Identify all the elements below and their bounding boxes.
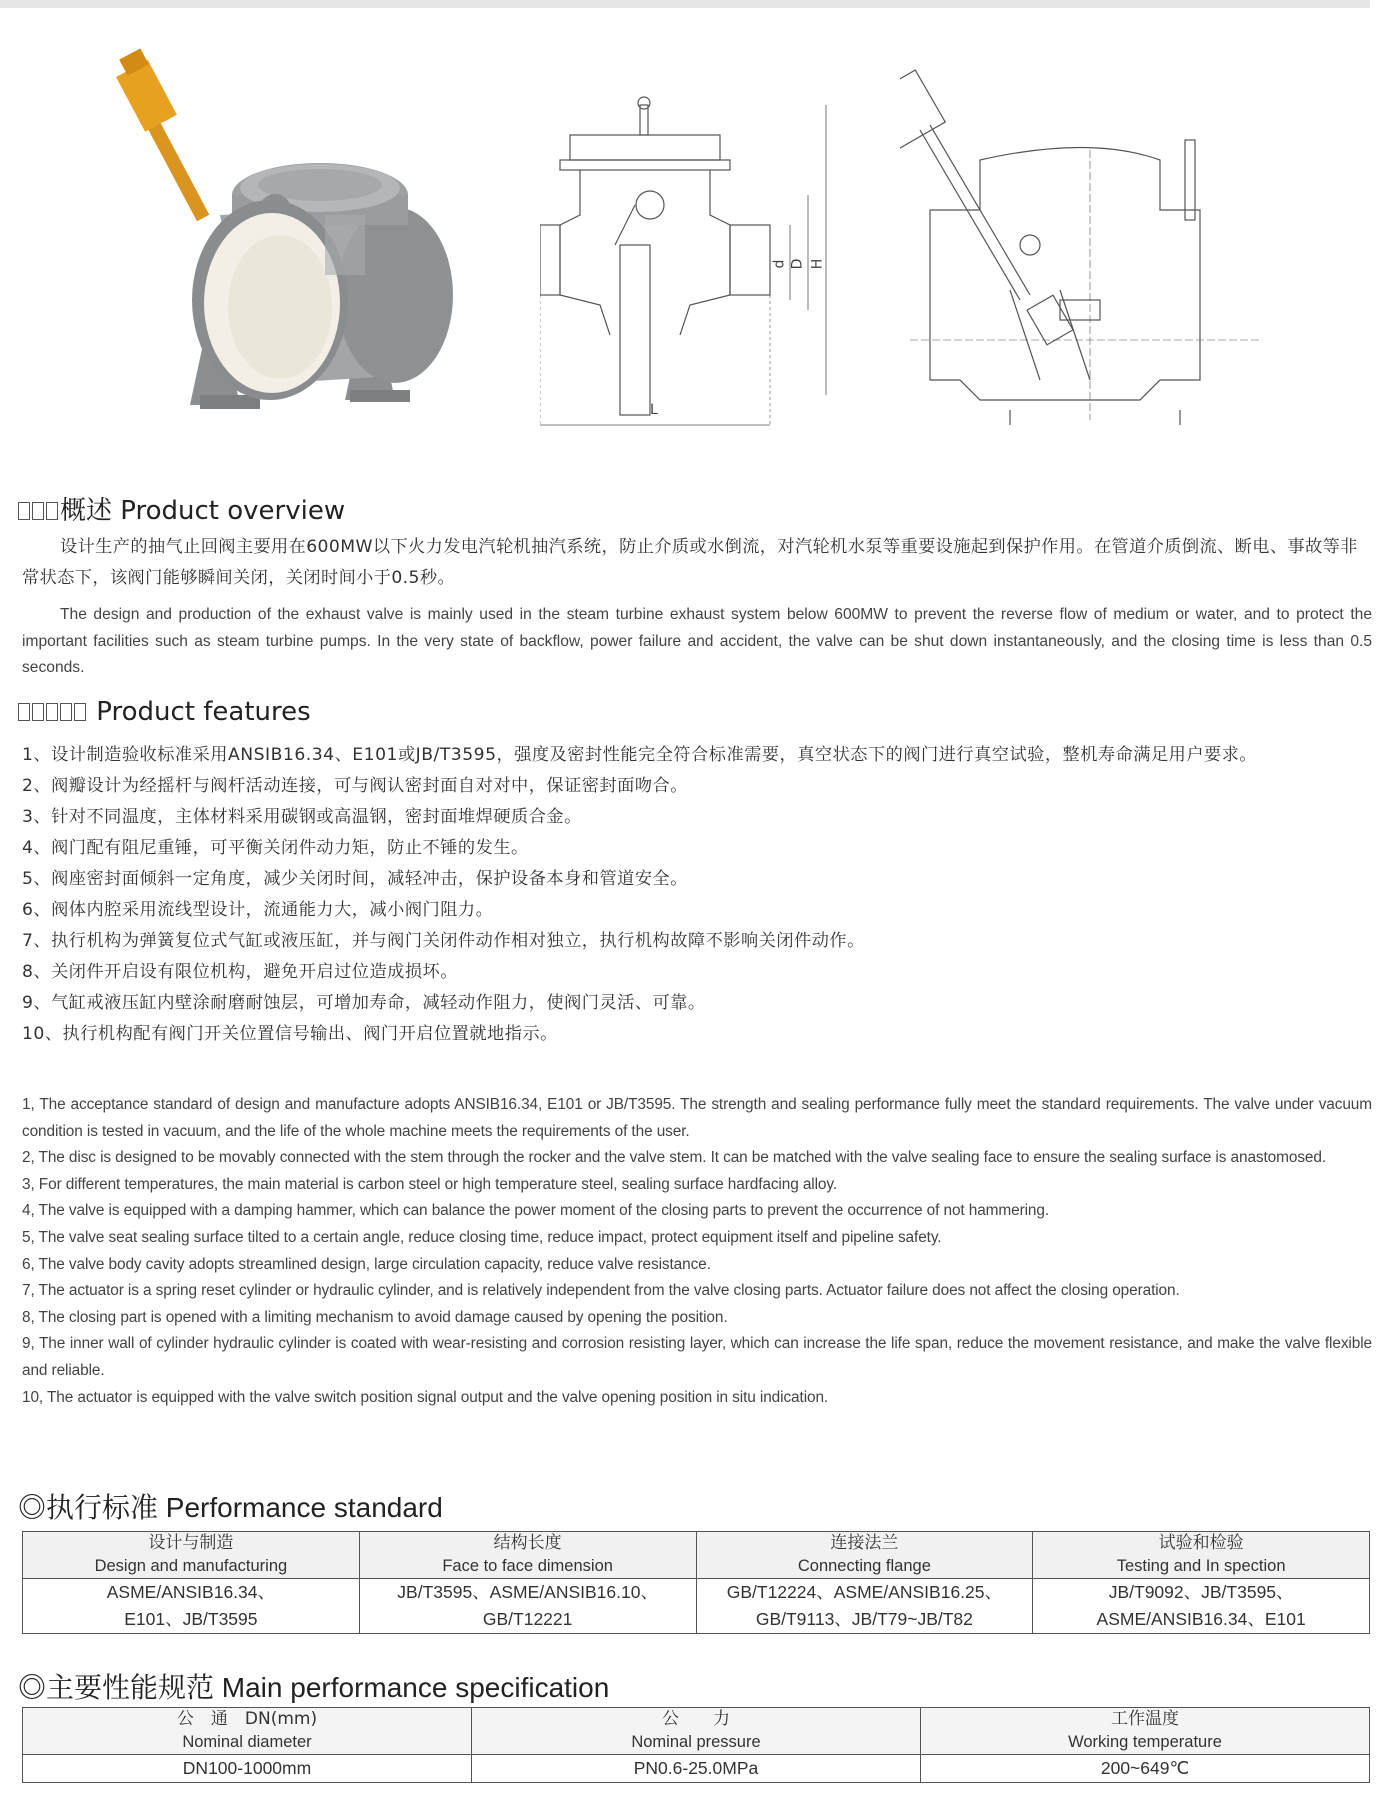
table-header-row [23,1532,1370,1579]
valve-photo [50,45,480,425]
dimension-label-L: L [650,402,658,418]
overview-heading-en: Product overview [120,496,346,526]
cell-line: ASME/ANSIB16.34、E101 [1096,1609,1306,1629]
list-item: 2、阀瓣设计为经摇杆与阀杆活动连接，可与阀认密封面自对对中，保证密封面吻合。 [22,776,688,796]
header-zh: 公 通 DN(mm) [176,1709,318,1729]
overview-heading-zh: 概述 [60,496,113,526]
header-zh: 工作温度 [1111,1709,1179,1729]
missing-glyph-icon [60,703,72,721]
list-item: 3, For different temperatures, the main material is carbon steel or high temperature steel, sealing surface hardfacing alloy. [22,1175,838,1193]
header-en: Working temperature [1068,1733,1222,1751]
table-cell [696,1579,1033,1634]
list-item: 8, The closing part is opened with a limiting mechanism to avoid damage caused by opening the position. [22,1308,728,1326]
cell-line: JB/T3595、ASME/ANSIB16.10、 [397,1582,658,1602]
list-item: 10、执行机构配有阀门开关位置信号输出、阀门开启位置就地指示。 [22,1024,558,1044]
header-en: Design and manufacturing [94,1557,288,1575]
table-cell: 200~649℃ [921,1755,1370,1783]
list-item: 7、执行机构为弹簧复位式气缸或液压缸，并与阀门关闭件动作相对独立，执行机构故障不影响关闭件动作。 [22,931,865,951]
list-item: 8、关闭件开启设有限位机构，避免开启过位造成损坏。 [22,962,458,982]
dimension-label-d: d [771,259,788,269]
table-cell: PN0.6-25.0MPa [472,1755,921,1783]
list-item: 9、气缸戒液压缸内壁涂耐磨耐蚀层，可增加寿命，减轻动作阻力，使阀门灵活、可靠。 [22,993,706,1013]
list-item: 10, The actuator is equipped with the valve switch position signal output and the valve opening position in situ indication. [22,1388,829,1406]
header-zh: 试验和检验 [1158,1533,1244,1553]
cell-line: ASME/ANSIB16.34、 [106,1582,276,1602]
table-row [23,1755,1370,1783]
overview-text-en: The design and production of the exhaust valve is mainly used in the steam turbine exhaust system below 600MW to prevent the reverse flow of medium or water, and to protect the important facilities such as steam turbine pumps. In the very state of backflow, power failure and accident, the valve can be shut down instantaneously, and the closing time is less than 0.5 seconds. [22,606,1372,676]
table-header-cell [696,1532,1033,1579]
cell-line: E101、JB/T3595 [124,1609,258,1629]
table-header-cell [921,1708,1370,1755]
list-item: 4, The valve is equipped with a damping hammer, which can balance the power moment of the closing parts to prevent the occurrence of not hammering. [22,1202,1050,1220]
list-item: 9, The inner wall of cylinder hydraulic cylinder is coated with wear-resisting and corrosion resisting layer, which can increase the life span, reduce the movement resistance, and make the valve flexible and reliable. [22,1335,1372,1379]
standard-heading: ◎执行标准 Performance standard [18,1492,443,1523]
table-cell: DN100-1000mm [23,1755,472,1783]
table-cell [23,1579,360,1634]
top-bar [0,0,1370,8]
cell-line: GB/T12221 [482,1609,573,1629]
missing-glyph-icon [18,703,30,721]
list-item: 4、阀门配有阻尼重锤，可平衡关闭件动力矩，防止不锤的发生。 [22,838,529,858]
list-item: 1, The acceptance standard of design and manufacture adopts ANSIB16.34, E101 or JB/T3595. The strength and sealing performance fully meet the standard requirements. The valve under vacuum condition is tested in vacuum, and the life of the whole machine meets the requirements of the user. [22,1096,1372,1140]
header-zh: 公 力 [662,1709,730,1729]
spec-heading: ◎主要性能规范 Main performance specification [18,1672,610,1703]
missing-glyph-icon [18,502,30,520]
list-item: 6、阀体内腔采用流线型设计，流通能力大，减小阀门阻力。 [22,900,494,920]
list-item: 5、阀座密封面倾斜一定角度，减少关闭时间，减轻冲击，保护设备本身和管道安全。 [22,869,688,889]
header-en: Nominal diameter [182,1733,312,1751]
header-en: Testing and In spection [1116,1557,1286,1575]
dimension-label-H: H [809,258,826,270]
table-header-cell [23,1708,472,1755]
cell-line: GB/T9113、JB/T79~JB/T82 [755,1609,973,1629]
list-item: 6, The valve body cavity adopts streamlined design, large circulation capacity, reduce valve resistance. [22,1255,711,1273]
features-list-en [22,1092,1372,1411]
header-en: Connecting flange [797,1557,931,1575]
table-cell [1033,1579,1370,1634]
table-header-row [23,1708,1370,1755]
standard-table [22,1531,1370,1634]
table-header-cell [359,1532,696,1579]
overview-heading [18,490,345,527]
header-zh: 设计与制造 [148,1533,234,1553]
cell-line: JB/T9092、JB/T3595、 [1108,1582,1294,1602]
header-zh: 连接法兰 [830,1533,899,1553]
overview-text-zh: 设计生产的抽气止回阀主要用在600MW以下火力发电汽轮机抽汽系统，防止介质或水倒流，对汽轮机水泵等重要设施起到保护作用。在管道介质倒流、断电、事故等非常状态下，该阀门能够瞬间关闭，关闭时间小于0.5秒。 [22,537,1358,588]
list-item: 7, The actuator is a spring reset cylinder or hydraulic cylinder, and is relatively independent from the valve closing parts. Actuator failure does not affect the closing operation. [22,1282,1180,1300]
dimension-label-D: D [789,258,806,270]
spec-table [22,1707,1370,1783]
header-zh: 结构长度 [493,1533,562,1553]
table-row [23,1579,1370,1634]
missing-glyph-icon [46,502,58,520]
list-item: 1、设计制造验收标准采用ANSIB16.34、E101或JB/T3595，强度及密封性能完全符合标准需要，真空状态下的阀门进行真空试验，整机寿命满足用户要求。 [22,745,1258,765]
valve-side-drawing [900,40,1270,430]
list-item: 5, The valve seat sealing surface tilted to a certain angle, reduce closing time, reduce impact, protect equipment itself and pipeline safety. [22,1228,942,1246]
missing-glyph-icon [32,502,44,520]
table-cell [359,1579,696,1634]
header-en: Nominal pressure [631,1733,761,1751]
features-list-zh [22,740,1372,1050]
features-heading [18,697,311,727]
cell-line: GB/T12224、ASME/ANSIB16.25、 [726,1582,1003,1602]
list-item: 2, The disc is designed to be movably connected with the stem through the rocker and the valve stem. It can be matched with the valve sealing face to ensure the sealing surface is anastomosed. [22,1149,1327,1167]
missing-glyph-icon [46,703,58,721]
features-heading-en: Product features [96,697,311,727]
table-header-cell [1033,1532,1370,1579]
table-header-cell [472,1708,921,1755]
list-item: 3、针对不同温度，主体材料采用碳钢或高温钢，密封面堆焊硬质合金。 [22,807,582,827]
header-en: Face to face dimension [442,1557,613,1575]
missing-glyph-icon [74,703,86,721]
table-header-cell [23,1532,360,1579]
missing-glyph-icon [32,703,44,721]
